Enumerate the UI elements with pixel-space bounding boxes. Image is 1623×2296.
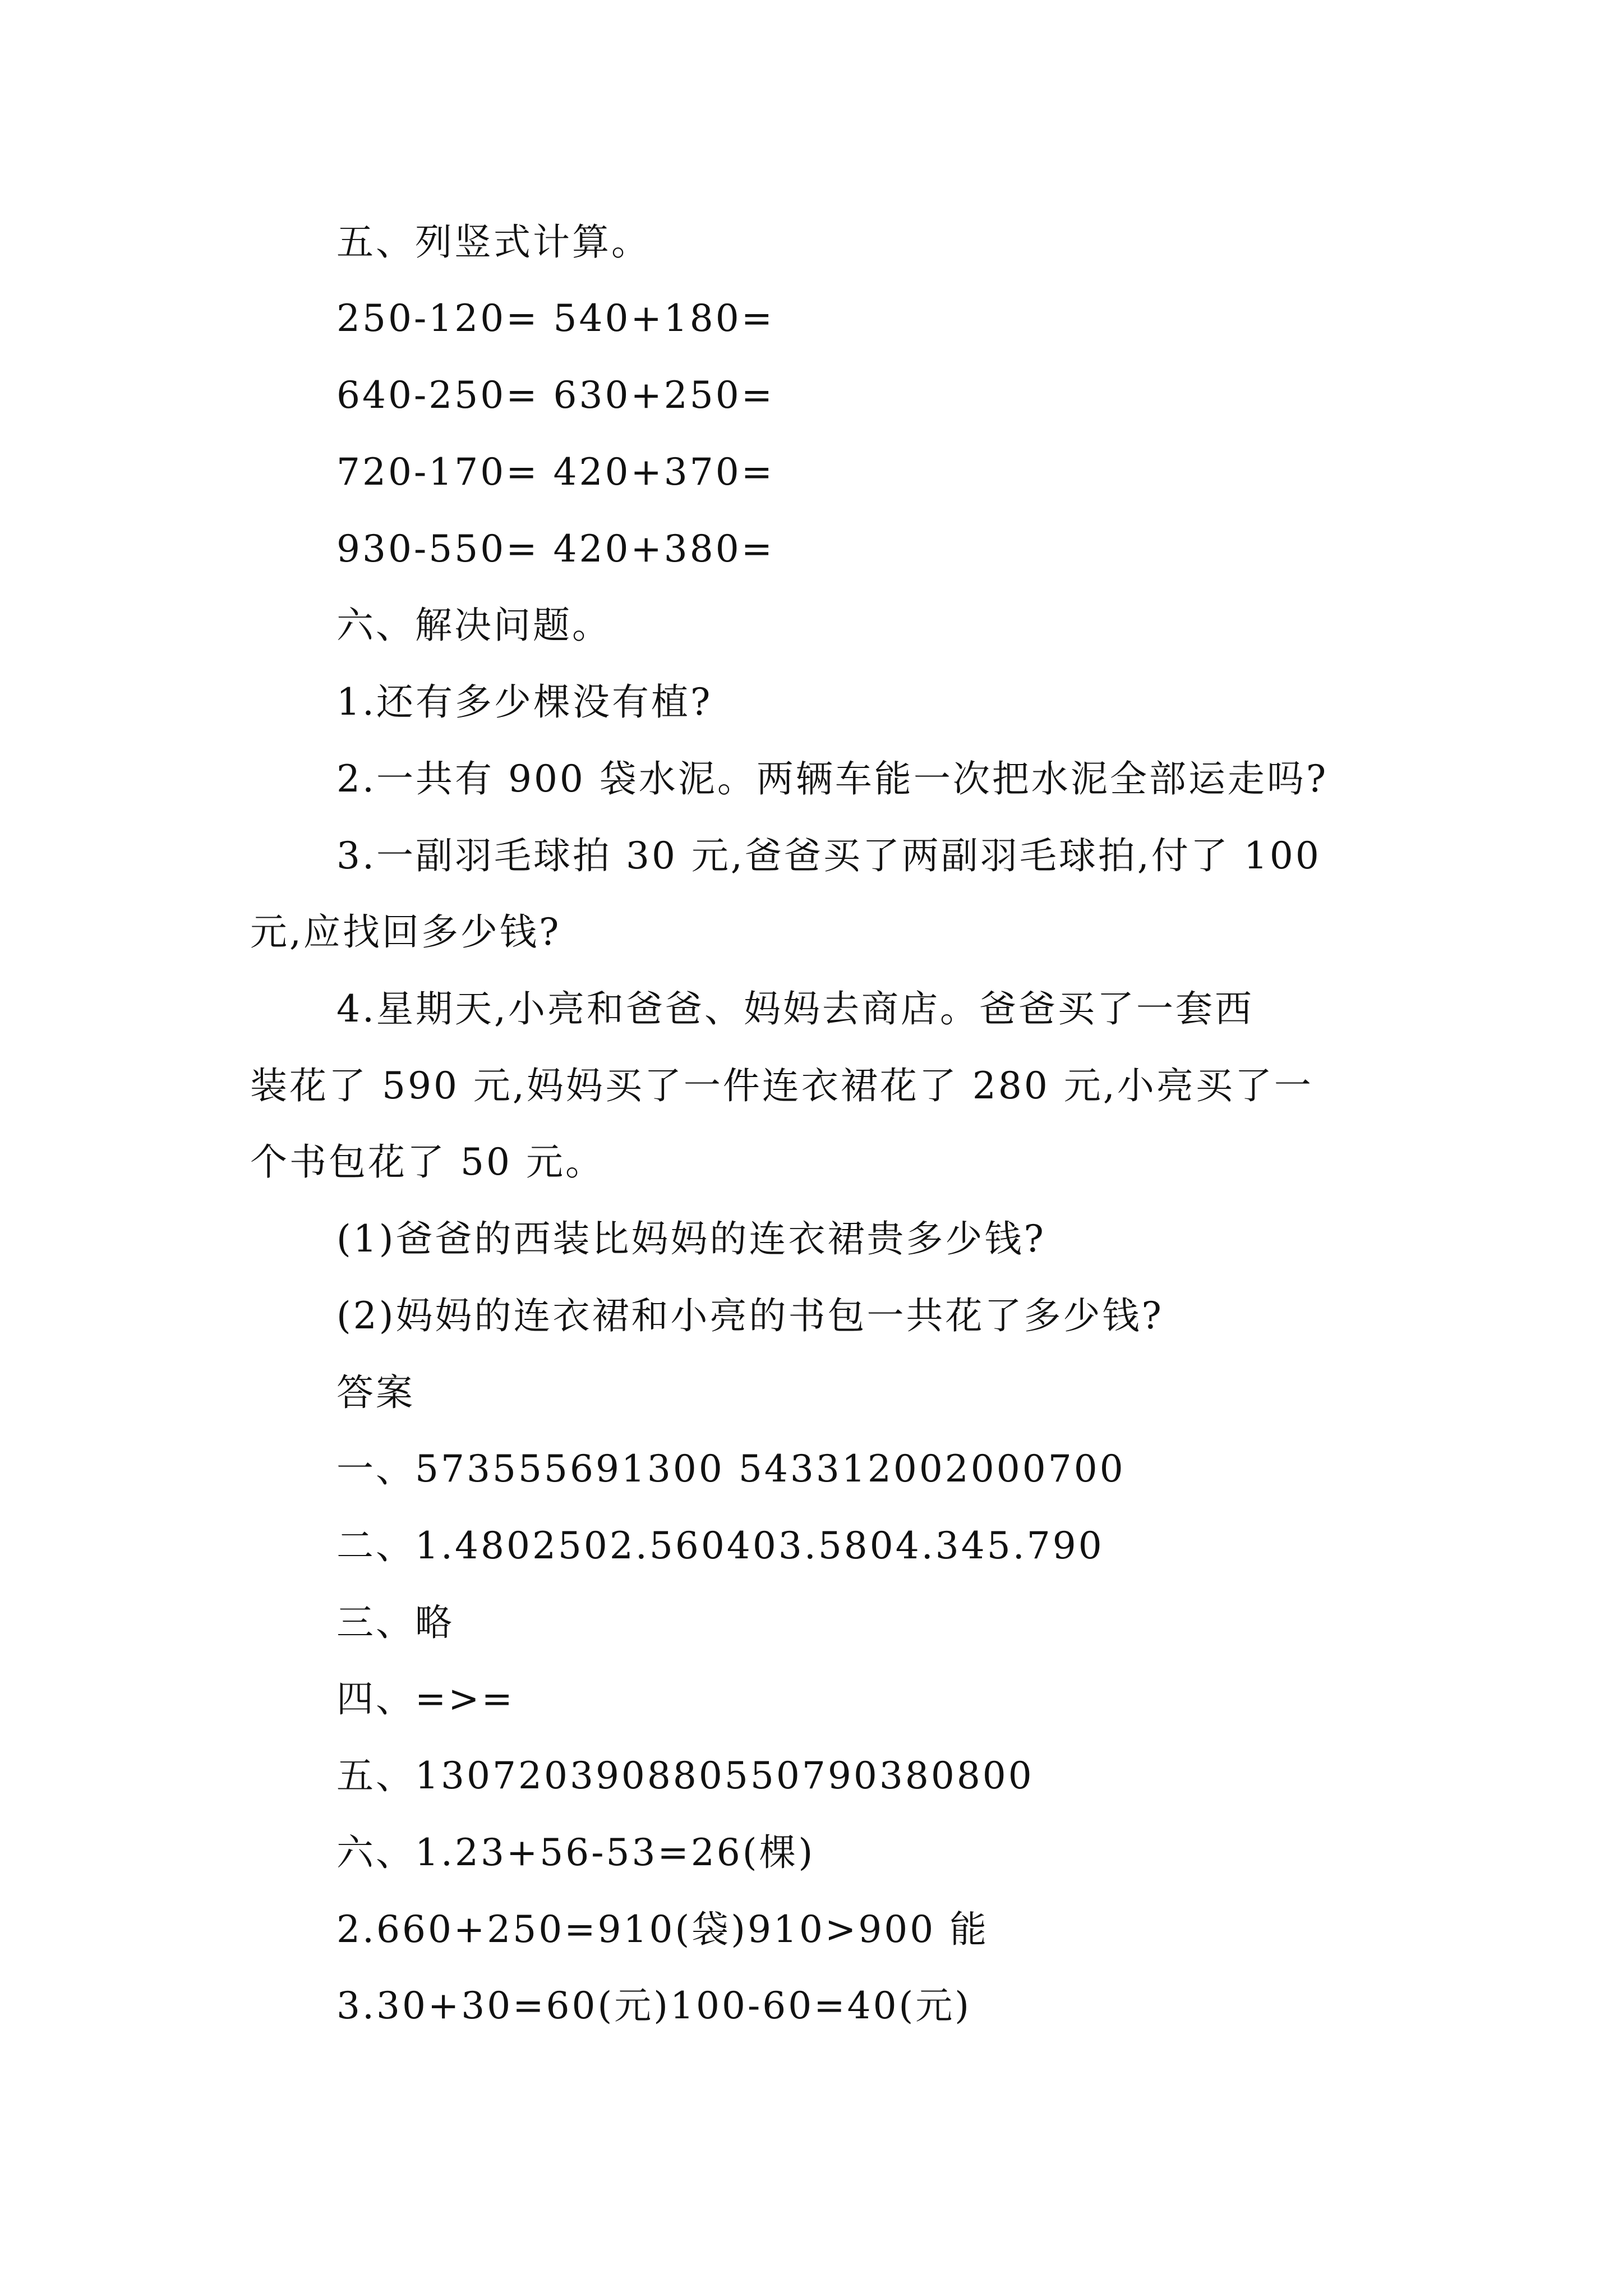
question-4-sub-2: (2)妈妈的连衣裙和小亮的书包一共花了多少钱?	[336, 1294, 1164, 1337]
answer-1: 一、573555691300 543312002000700	[336, 1447, 1126, 1490]
section-five-heading: 五、列竖式计算。	[336, 220, 651, 264]
calc-row-3: 720-170= 420+370=	[336, 450, 775, 494]
answer-4: 四、=>=	[336, 1677, 515, 1720]
section-six-heading: 六、解决问题。	[336, 604, 611, 647]
answers-heading: 答案	[336, 1371, 415, 1414]
answer-2: 二、1.4802502.560403.5804.345.790	[336, 1524, 1104, 1567]
question-4-line-1: 4.星期天,小亮和爸爸、妈妈去商店。爸爸买了一套西	[336, 987, 1254, 1030]
question-4-sub-1: (1)爸爸的西装比妈妈的连衣裙贵多少钱?	[336, 1217, 1046, 1260]
calc-row-1: 250-120= 540+180=	[336, 297, 775, 340]
answer-6-item-2: 2.660+250=910(袋)910>900 能	[336, 1908, 989, 1951]
question-3-line-2: 元,应找回多少钱?	[250, 910, 561, 954]
answer-6-item-3: 3.30+30=60(元)100-60=40(元)	[336, 1984, 972, 2027]
question-3-line-1: 3.一副羽毛球拍 30 元,爸爸买了两副羽毛球拍,付了 100	[336, 834, 1321, 877]
calc-row-4: 930-550= 420+380=	[336, 527, 775, 570]
question-2: 2.一共有 900 袋水泥。两辆车能一次把水泥全部运走吗?	[336, 757, 1329, 800]
question-4-line-2: 装花了 590 元,妈妈买了一件连衣裙花了 280 元,小亮买了一	[250, 1064, 1313, 1107]
question-4-line-3: 个书包花了 50 元。	[250, 1140, 605, 1184]
answer-5: 五、13072039088055079038080​0	[336, 1754, 1034, 1797]
answer-3: 三、略	[336, 1601, 454, 1644]
calc-row-2: 640-250= 630+250=	[336, 374, 775, 417]
question-1: 1.还有多少棵没有植?	[336, 680, 713, 724]
answer-6-item-1: 六、1.23+56-53=26(棵)	[336, 1831, 815, 1874]
